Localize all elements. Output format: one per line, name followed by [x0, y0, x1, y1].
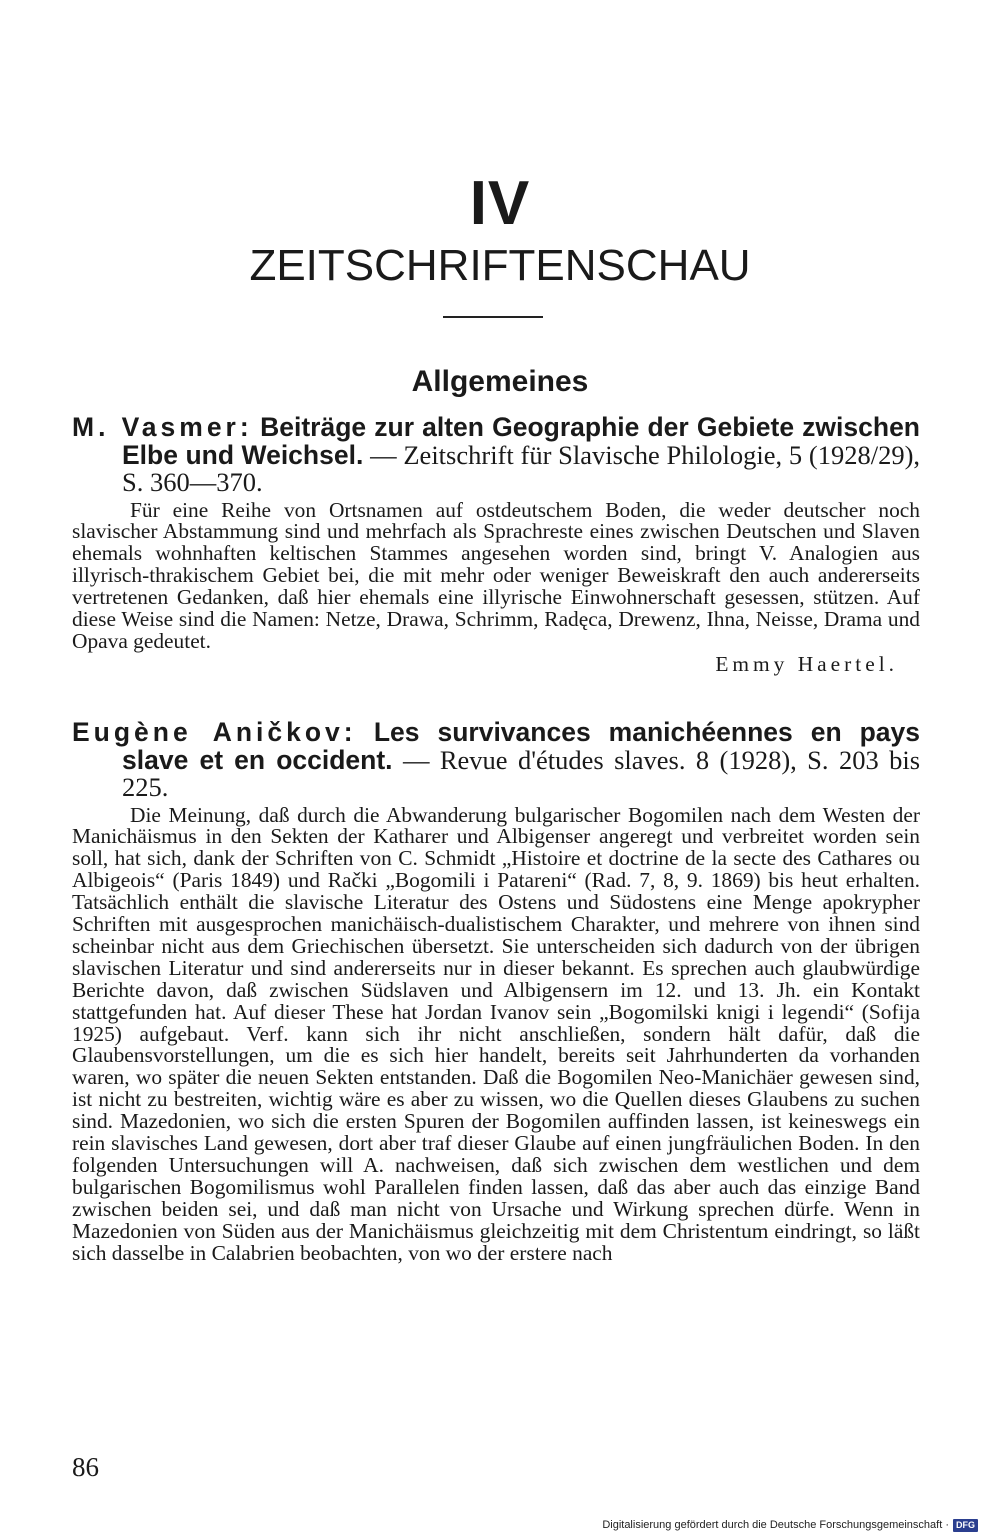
page-number: 86 — [72, 1452, 99, 1482]
footer-credit-text: Digitalisierung gefördert durch die Deutsche Forschungsgemeinschaft · — [602, 1519, 949, 1531]
section-heading: Allgemeines — [411, 365, 589, 398]
entry-header — [72, 719, 920, 802]
dfg-logo: DFG — [953, 1519, 978, 1532]
entry-header — [72, 414, 920, 497]
entry-signature: Emmy Haertel. — [715, 651, 898, 676]
entry-body: Die Meinung, daß durch die Abwanderung bulgarischer Bogomilen nach dem Westen der Manichäismus in den Sekten der Katharer und Albigenser angeregt und verbreitet worden sein soll, hat sich, dank der Schriften von C. Schmidt „Histoire et doctrine de la secte des Cathares ou Albigeois“ (Paris 1849) und Rački „Bogomili i Patareni“ (Rad. 7, 8, 9. 1869) bis heut erhalten. Tatsächlich enthält die slavische Literatur des Ostens und Südostens eine Menge apokrypher Schriften mit ausgesprochen manichäisch-dualistischem Charakter, und mehrere von ihnen sind scheinbar nicht aus dem Griechischen übersetzt. Sie unterscheiden sich dadurch von der übrigen slavischen Literatur und sind andererseits nur in dieser bekannt. Es sprechen auch glaubwürdige Berichte davon, daß zwischen Südslaven und Albigensern im 12. und 13. Jh. ein Kontakt stattgefunden hat. Auf dieser These hat Jordan Ivanov sein „Bogomilski knigi i legendi“ (Sofija 1925) aufgebaut. Verf. kann sich ihr nicht anschließen, sondern hält dafür, daß die Glaubensvorstellungen, um die es sich hier handelt, bereits seit Jahrhunderten da vorhanden waren, wo später die neuen Sekten entstanden. Daß die Bogomilen Neo-Manichäer gewesen sind, ist nicht zu bestreiten, wichtig wäre es aber zu wissen, wo die Quellen dieses Glaubens zu suchen sind. Mazedonien, wo sich die ersten Spuren der Bogomilen auffinden lassen, ist keineswegs ein rein slavisches Land gewesen, dort aber traf dieser Glaube auf einen jungfräulichen Boden. In den folgenden Untersuchungen will A. nachweisen, daß sich zwischen dem westlichen und dem bulgarischen Bogomilismus wohl Parallelen finden lassen, daß das aber auch das einzige Band zwischen beiden sei, und daß man nicht von Ursache und Wirkung sprechen dürfe. Wenn in Mazedonien von Süden aus der Manichäismus gleichzeitig mit dem Christentum eindringt, so läßt sich dasselbe in Calabrien beobachten, von wo der erstere nach — [72, 802, 920, 1265]
entry-title: Beiträge zur alten Geographie der Gebiete zwischen Elbe und Weichsel. — [122, 412, 920, 470]
chapter-title: ZEITSCHRIFTENSCHAU — [249, 241, 751, 290]
entry-author: M. Vasmer: — [72, 412, 253, 442]
entry-title: Les survivances manichéennes en pays slave et en occident. — [122, 717, 920, 775]
entry-body: Für eine Reihe von Ortsnamen auf ostdeutschem Boden, die weder deutscher noch slavischer Abstammung sind und mehrfach als Sprachreste eines zwischen Deutschen und Slaven ehemals wohnhaften keltischen Stammes angesehen worden sind, bringt V. Analogien aus illyrisch-thrakischem Gebiet bei, die mit mehr oder weniger Beweiskraft den auch andererseits vertretenen Gedanken, daß hier ehemals eine illyrische Einwohnerschaft gesessen, stützen. Auf diese Weise sind die Namen: Netze, Drawa, Schrimm, Radęca, Drewenz, Ihna, Neisse, Drama und Opava gedeutet. — [72, 497, 920, 653]
entry-author: Eugène Aničkov: — [72, 717, 357, 747]
divider-rule — [443, 316, 543, 318]
chapter-number: IV — [469, 169, 531, 238]
review-entry — [72, 414, 920, 675]
footer-credit — [602, 1519, 978, 1532]
entry-source: — Revue d'études slaves. 8 (1928), S. 203 bis 225. — [122, 744, 921, 802]
review-entry — [72, 719, 920, 1265]
entry-source: — Zeitschrift für Slavische Philologie, 5 (1928/29), S. 360—370. — [122, 439, 921, 497]
